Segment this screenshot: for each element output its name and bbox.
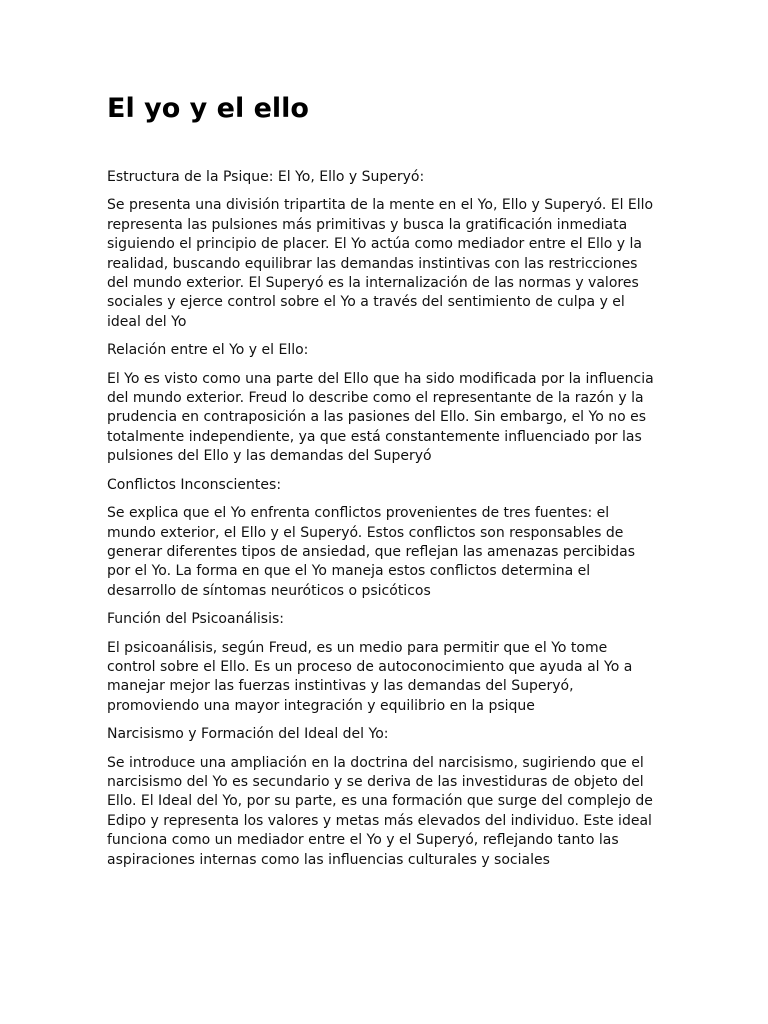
section-body-funcion: El psicoanálisis, según Freud, es un medio para permitir que el Yo tome control sobre el Ello. Es un proceso de autoconocimiento que ayuda al Yo a manejar mejor las fuerzas instintivas y las demandas del Superyó, promoviendo una mayor integración y equilibrio en la psique: [107, 639, 633, 714]
section-heading-funcion: Función del Psicoanálisis:: [107, 611, 284, 628]
document-sections: [107, 168, 659, 870]
section-body-conflictos: Se explica que el Yo enfrenta conflictos provenientes de tres fuentes: el mundo exterior, el Ello y el Superyó. Estos conflictos son responsables de generar diferentes tipos de ansiedad, que reflejan las amenazas percibidas por el Yo. La forma en que el Yo maneja estos conflictos determina el desarrollo de síntomas neuróticos o psicóticos: [107, 505, 636, 599]
section-body-estructura: Se presenta una división tripartita de la mente en el Yo, Ello y Superyó. El Ello representa las pulsiones más primitivas y busca la gratificación inmediata siguiendo el principio de placer. El Yo actúa como mediador entre el Ello y la realidad, buscando equilibrar las demandas instintivas con las restricciones del mundo exterior. El Superyó es la internalización de las normas y valores sociales y ejerce control sobre el Yo a través del sentimiento de culpa y el ideal del Yo: [107, 197, 654, 330]
section-heading-conflictos: Conflictos Inconscientes:: [107, 476, 282, 493]
section-body-narcisismo: Se introduce una ampliación en la doctrina del narcisismo, sugiriendo que el narcisismo del Yo es secundario y se deriva de las investiduras de objeto del Ello. El Ideal del Yo, por su parte, es una formación que surge del complejo de Edipo y representa los valores y metas más elevados del individuo. Este ideal funciona como un mediador entre el Yo y el Superyó, reflejando tanto las aspiraciones internas como las influencias culturales y sociales: [107, 754, 653, 868]
document-title: El yo y el ello: [107, 93, 309, 124]
document-page: [107, 92, 659, 879]
section-heading-narcisismo: Narcisismo y Formación del Ideal del Yo:: [107, 726, 389, 743]
section-body-relacion: El Yo es visto como una parte del Ello que ha sido modificada por la influencia del mundo exterior. Freud lo describe como el representante de la razón y la prudencia en contraposición a las pasiones del Ello. Sin embargo, el Yo no es totalmente independiente, ya que está constantemente influenciado por las pulsiones del Ello y las demandas del Superyó: [107, 370, 654, 465]
section-heading-estructura: Estructura de la Psique: El Yo, Ello y Superyó:: [107, 169, 425, 185]
section-heading-relacion: Relación entre el Yo y el Ello:: [107, 342, 309, 359]
